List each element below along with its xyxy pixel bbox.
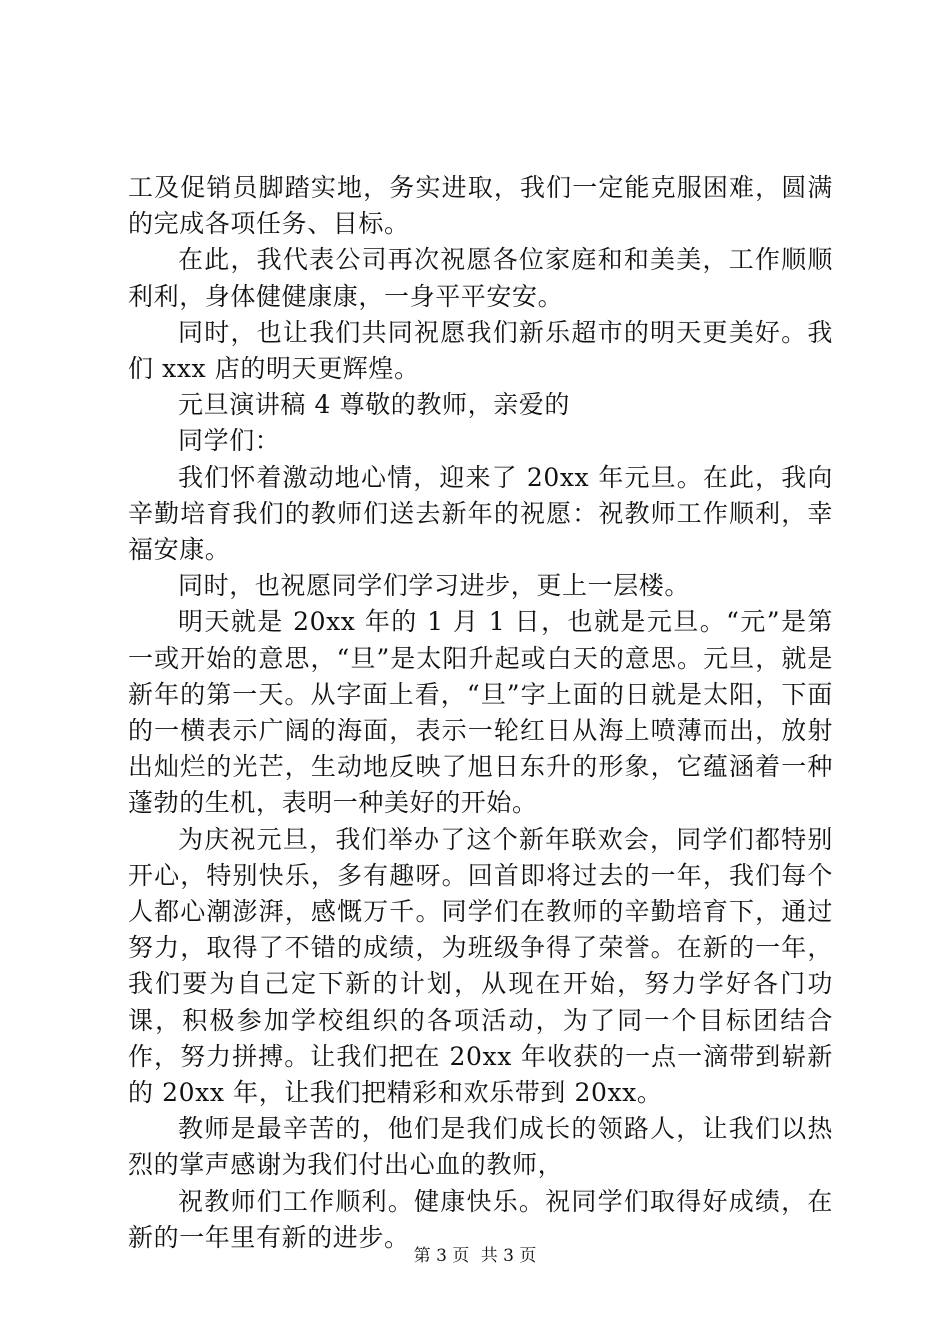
paragraph-7: 同时，也祝愿同学们学习进步，更上一层楼。 (178, 571, 691, 601)
paragraph-8: 明天就是 20xx 年的 1 月 1 日，也就是元旦。“元”是第一或开始的意思，“旦”是太阳升起或白天的意思。元旦，就是新年的第一天。从字面上看，“旦”字上面的日就是太阳，下面的一横表示广阔的海面，表示一轮红日从海上喷薄而出，放射出灿烂的光芒，生动地反映了旭日东升的形象，它蕴涵着一种蓬勃的生机，表明一种美好的开始。 (128, 607, 833, 818)
paragraph-3: 同时，也让我们共同祝愿我们新乐超市的明天更美好。我们 xxx 店的明天更辉煌。 (128, 317, 833, 384)
paragraph-5: 同学们： (178, 426, 281, 456)
paragraph-9: 为庆祝元旦，我们举办了这个新年联欢会，同学们都特别开心，特别快乐，多有趣呀。回首即将过去的一年，我们每个人都心潮澎湃，感慨万千。同学们在教师的辛勤培育下，通过努力，取得了不错的成绩，为班级争得了荣誉。在新的一年，我们要为自己定下新的计划，从现在开始，努力学好各门功课，积极参加学校组织的各项活动，为了同一个目标团结合作，努力拼搏。让我们把在 20xx 年收获的一点一滴带到崭新的 20xx 年，让我们把精彩和欢乐带到 20xx。 (128, 824, 833, 1108)
document-body (128, 170, 833, 1256)
page-number-current: 第 3 页 (413, 1246, 470, 1266)
page-number-total: 共 3 页 (480, 1246, 537, 1266)
paragraph-10: 教师是最辛苦的，他们是我们成长的领路人，让我们以热烈的掌声感谢为我们付出心血的教师， (128, 1114, 833, 1180)
paragraph-6: 我们怀着激动地心情，迎来了 20xx 年元旦。在此，我向辛勤培育我们的教师们送去新年的祝愿：祝教师工作顺利，幸福安康。 (128, 462, 833, 565)
paragraph-11: 祝教师们工作顺利。健康快乐。祝同学们取得好成绩，在新的一年里有新的进步。 (128, 1186, 833, 1252)
paragraph-2: 在此，我代表公司再次祝愿各位家庭和和美美，工作顺顺利利，身体健健康康，一身平平安安。 (128, 245, 833, 311)
paragraph-4: 元旦演讲稿 4 尊敬的教师，亲爱的 (178, 390, 571, 420)
page-footer (0, 1244, 950, 1268)
paragraph-1: 工及促销员脚踏实地，务实进取，我们一定能克服困难，圆满的完成各项任务、目标。 (128, 173, 833, 239)
